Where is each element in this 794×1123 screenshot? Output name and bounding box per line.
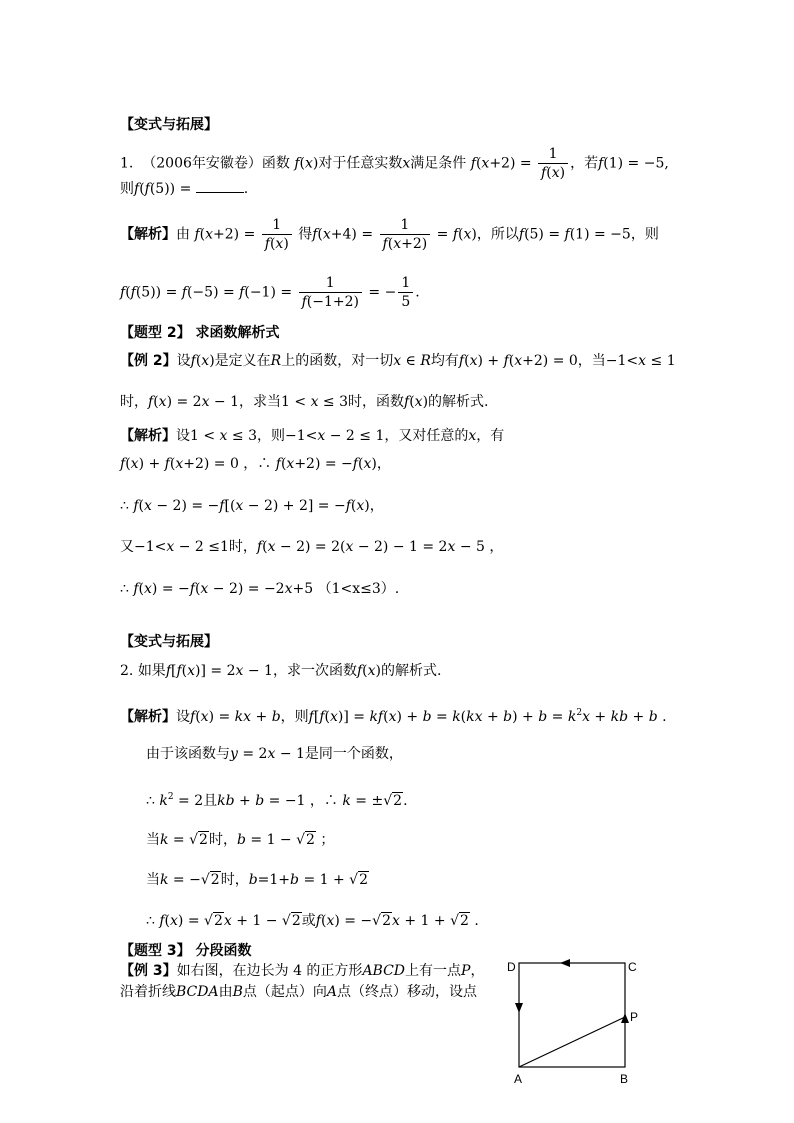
point-label-p: P (630, 1010, 639, 1024)
solution-2-line-4: 又−1<x − 2 ≤1时，f(x − 2) = 2(x − 2) − 1 = 2x − 5 ， (120, 539, 504, 555)
answer-blank (196, 178, 244, 193)
section-heading-variation-2: 【变式与拓展】 (120, 634, 218, 650)
fraction: $\frac{1}{f(-1+2)}$ (299, 274, 362, 311)
arrow-down-da (515, 1003, 523, 1013)
example-2-line-2: 时，f(x) = 2x − 1，求当1 < x ≤ 3时，函数f(x)的解析式. (120, 394, 489, 410)
solution-3-line-6: ∴ f(x) = √2x + 1 − √2或f(x) = −√2x + 1 + √2 . (146, 913, 479, 929)
fraction: $\frac{1}{5}$ (398, 274, 413, 311)
arrow-left-cd (560, 959, 570, 967)
segment-ap (519, 1017, 625, 1067)
question-1-line-1: 1. （2006年安徽卷）函数 f(x)对于任意实数x满足条件 f(x+2) = $\frac{1}{f(x)}$ ，若f(1) = −5, (120, 146, 669, 181)
fraction: $\frac{1}{f(x)}$ (538, 145, 568, 182)
section-heading-type-2: 【题型 2】 求函数解析式 (120, 325, 280, 341)
fraction: $\frac{1}{f(x)}$ (262, 216, 292, 253)
solution-3-line-1: 【解析】设f(x) = kx + b，则$f[f(x)] = kf(x) + b = k(kx + b) + b = k^2x$ + kb + b . (120, 708, 667, 725)
solution-2-line-1: 【解析】设1 < x ≤ 3，则−1<x − 2 ≤ 1，又对任意的x，有 (120, 428, 505, 444)
question-1-line-2: 则f(f(5)) = . (120, 178, 248, 198)
vertex-label-a: A (514, 1072, 523, 1086)
solution-1-line-1: 【解析】由 f(x+2) = $\frac{1}{f(x)}$ 得f(x+4) = $\frac{1}{f(x+2)}$ = f(x)，所以f(5) = f(1) = −5，则 (120, 217, 659, 252)
vertex-label-d: D (507, 960, 516, 974)
section-heading-type-3: 【题型 3】 分段函数 (120, 943, 252, 959)
square-abcd (519, 963, 625, 1067)
example-3-line-1: 【例 3】如右图，在边长为 4 的正方形ABCD上有一点P， (120, 963, 485, 979)
solution-3-line-3: ∴ $k^2 = 2$且kb + b = −1 ，∴ k = ±√2. (146, 792, 408, 809)
solution-3-line-5: 当k = −√2时，b=1+b = 1 + √2 (146, 872, 369, 888)
question-2: 2. 如果f[f(x)] = 2x − 1，求一次函数f(x)的解析式. (120, 663, 442, 679)
vertex-label-b: B (620, 1072, 629, 1086)
square-path-figure (500, 955, 650, 1090)
solution-2-line-2: f(x) + f(x+2) = 0 ，∴ f(x+2) = −f(x)， (120, 456, 391, 472)
example-3-line-2: 沿着折线BCDA由B点（起点）向A点（终点）移动，设点 (120, 984, 478, 1000)
solution-2-line-3: ∴ f(x − 2) = −f[(x − 2) + 2] = −f(x)， (120, 498, 384, 514)
section-heading-variation-1: 【变式与拓展】 (120, 117, 218, 133)
solution-3-line-2: 由于该函数与y = 2x − 1是同一个函数， (146, 746, 403, 762)
solution-1-line-2: f(f(5)) = f(−5) = f(−1) = $\frac{1}{f(-1+2)}$ = − $\frac{1}{5}$ . (120, 275, 420, 310)
example-2-line-1: 【例 2】设f(x)是定义在R上的函数，对一切x ∈ R均有f(x) + f(x+2) = 0，当−1<x ≤ 1 (120, 353, 676, 369)
solution-2-line-5: ∴ f(x) = −f(x − 2) = −2x+5 （1<x≤3）. (120, 581, 400, 597)
vertex-label-c: C (628, 960, 637, 974)
solution-3-line-4: 当k = √2时，b = 1 − √2 ； (146, 832, 335, 848)
fraction: $\frac{1}{f(x+2)}$ (380, 216, 431, 253)
